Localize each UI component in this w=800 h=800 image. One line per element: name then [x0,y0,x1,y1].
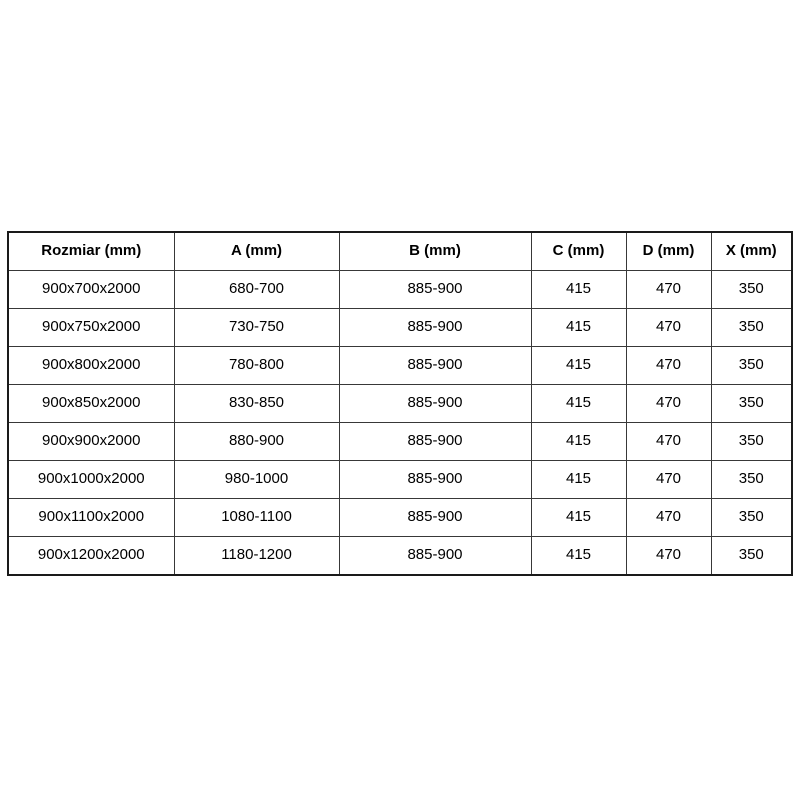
table-cell: 680-700 [174,271,339,309]
table-cell: 350 [711,423,792,461]
table-cell: 885-900 [339,423,531,461]
column-header: B (mm) [339,232,531,271]
table-cell: 350 [711,537,792,576]
table-cell: 350 [711,309,792,347]
table-body [8,271,792,576]
table-cell: 415 [531,347,626,385]
table-cell: 900x1100x2000 [8,499,174,537]
table-cell: 900x850x2000 [8,385,174,423]
table-cell: 830-850 [174,385,339,423]
table-row [8,423,792,461]
table-cell: 415 [531,499,626,537]
column-header: X (mm) [711,232,792,271]
table-cell: 1180-1200 [174,537,339,576]
table-cell: 885-900 [339,461,531,499]
table-cell: 470 [626,385,711,423]
table-cell: 350 [711,461,792,499]
table-cell: 900x700x2000 [8,271,174,309]
column-header: D (mm) [626,232,711,271]
table-header-row [8,232,792,271]
table-cell: 885-900 [339,499,531,537]
table-cell: 885-900 [339,385,531,423]
table-cell: 350 [711,271,792,309]
table-row [8,309,792,347]
table-cell: 1080-1100 [174,499,339,537]
table-row [8,385,792,423]
table-cell: 415 [531,461,626,499]
table-cell: 415 [531,537,626,576]
table-cell: 415 [531,271,626,309]
table-cell: 470 [626,309,711,347]
column-header: Rozmiar (mm) [8,232,174,271]
table-cell: 415 [531,423,626,461]
table-row [8,537,792,576]
table-cell: 780-800 [174,347,339,385]
table-cell: 900x1200x2000 [8,537,174,576]
table-cell: 885-900 [339,271,531,309]
table-cell: 900x900x2000 [8,423,174,461]
column-header: C (mm) [531,232,626,271]
table-cell: 470 [626,271,711,309]
table-cell: 470 [626,461,711,499]
size-specification-table-container [7,231,791,568]
table-row [8,271,792,309]
table-cell: 470 [626,423,711,461]
table-cell: 880-900 [174,423,339,461]
table-cell: 885-900 [339,537,531,576]
table-cell: 415 [531,385,626,423]
table-cell: 350 [711,499,792,537]
size-specification-table [7,231,793,576]
table-cell: 350 [711,385,792,423]
table-row [8,461,792,499]
table-cell: 730-750 [174,309,339,347]
table-row [8,347,792,385]
table-row [8,499,792,537]
table-cell: 350 [711,347,792,385]
table-cell: 470 [626,347,711,385]
table-cell: 900x800x2000 [8,347,174,385]
table-cell: 415 [531,309,626,347]
table-cell: 900x1000x2000 [8,461,174,499]
table-cell: 885-900 [339,347,531,385]
table-cell: 470 [626,537,711,576]
table-cell: 470 [626,499,711,537]
table-cell: 885-900 [339,309,531,347]
column-header: A (mm) [174,232,339,271]
table-cell: 980-1000 [174,461,339,499]
table-cell: 900x750x2000 [8,309,174,347]
